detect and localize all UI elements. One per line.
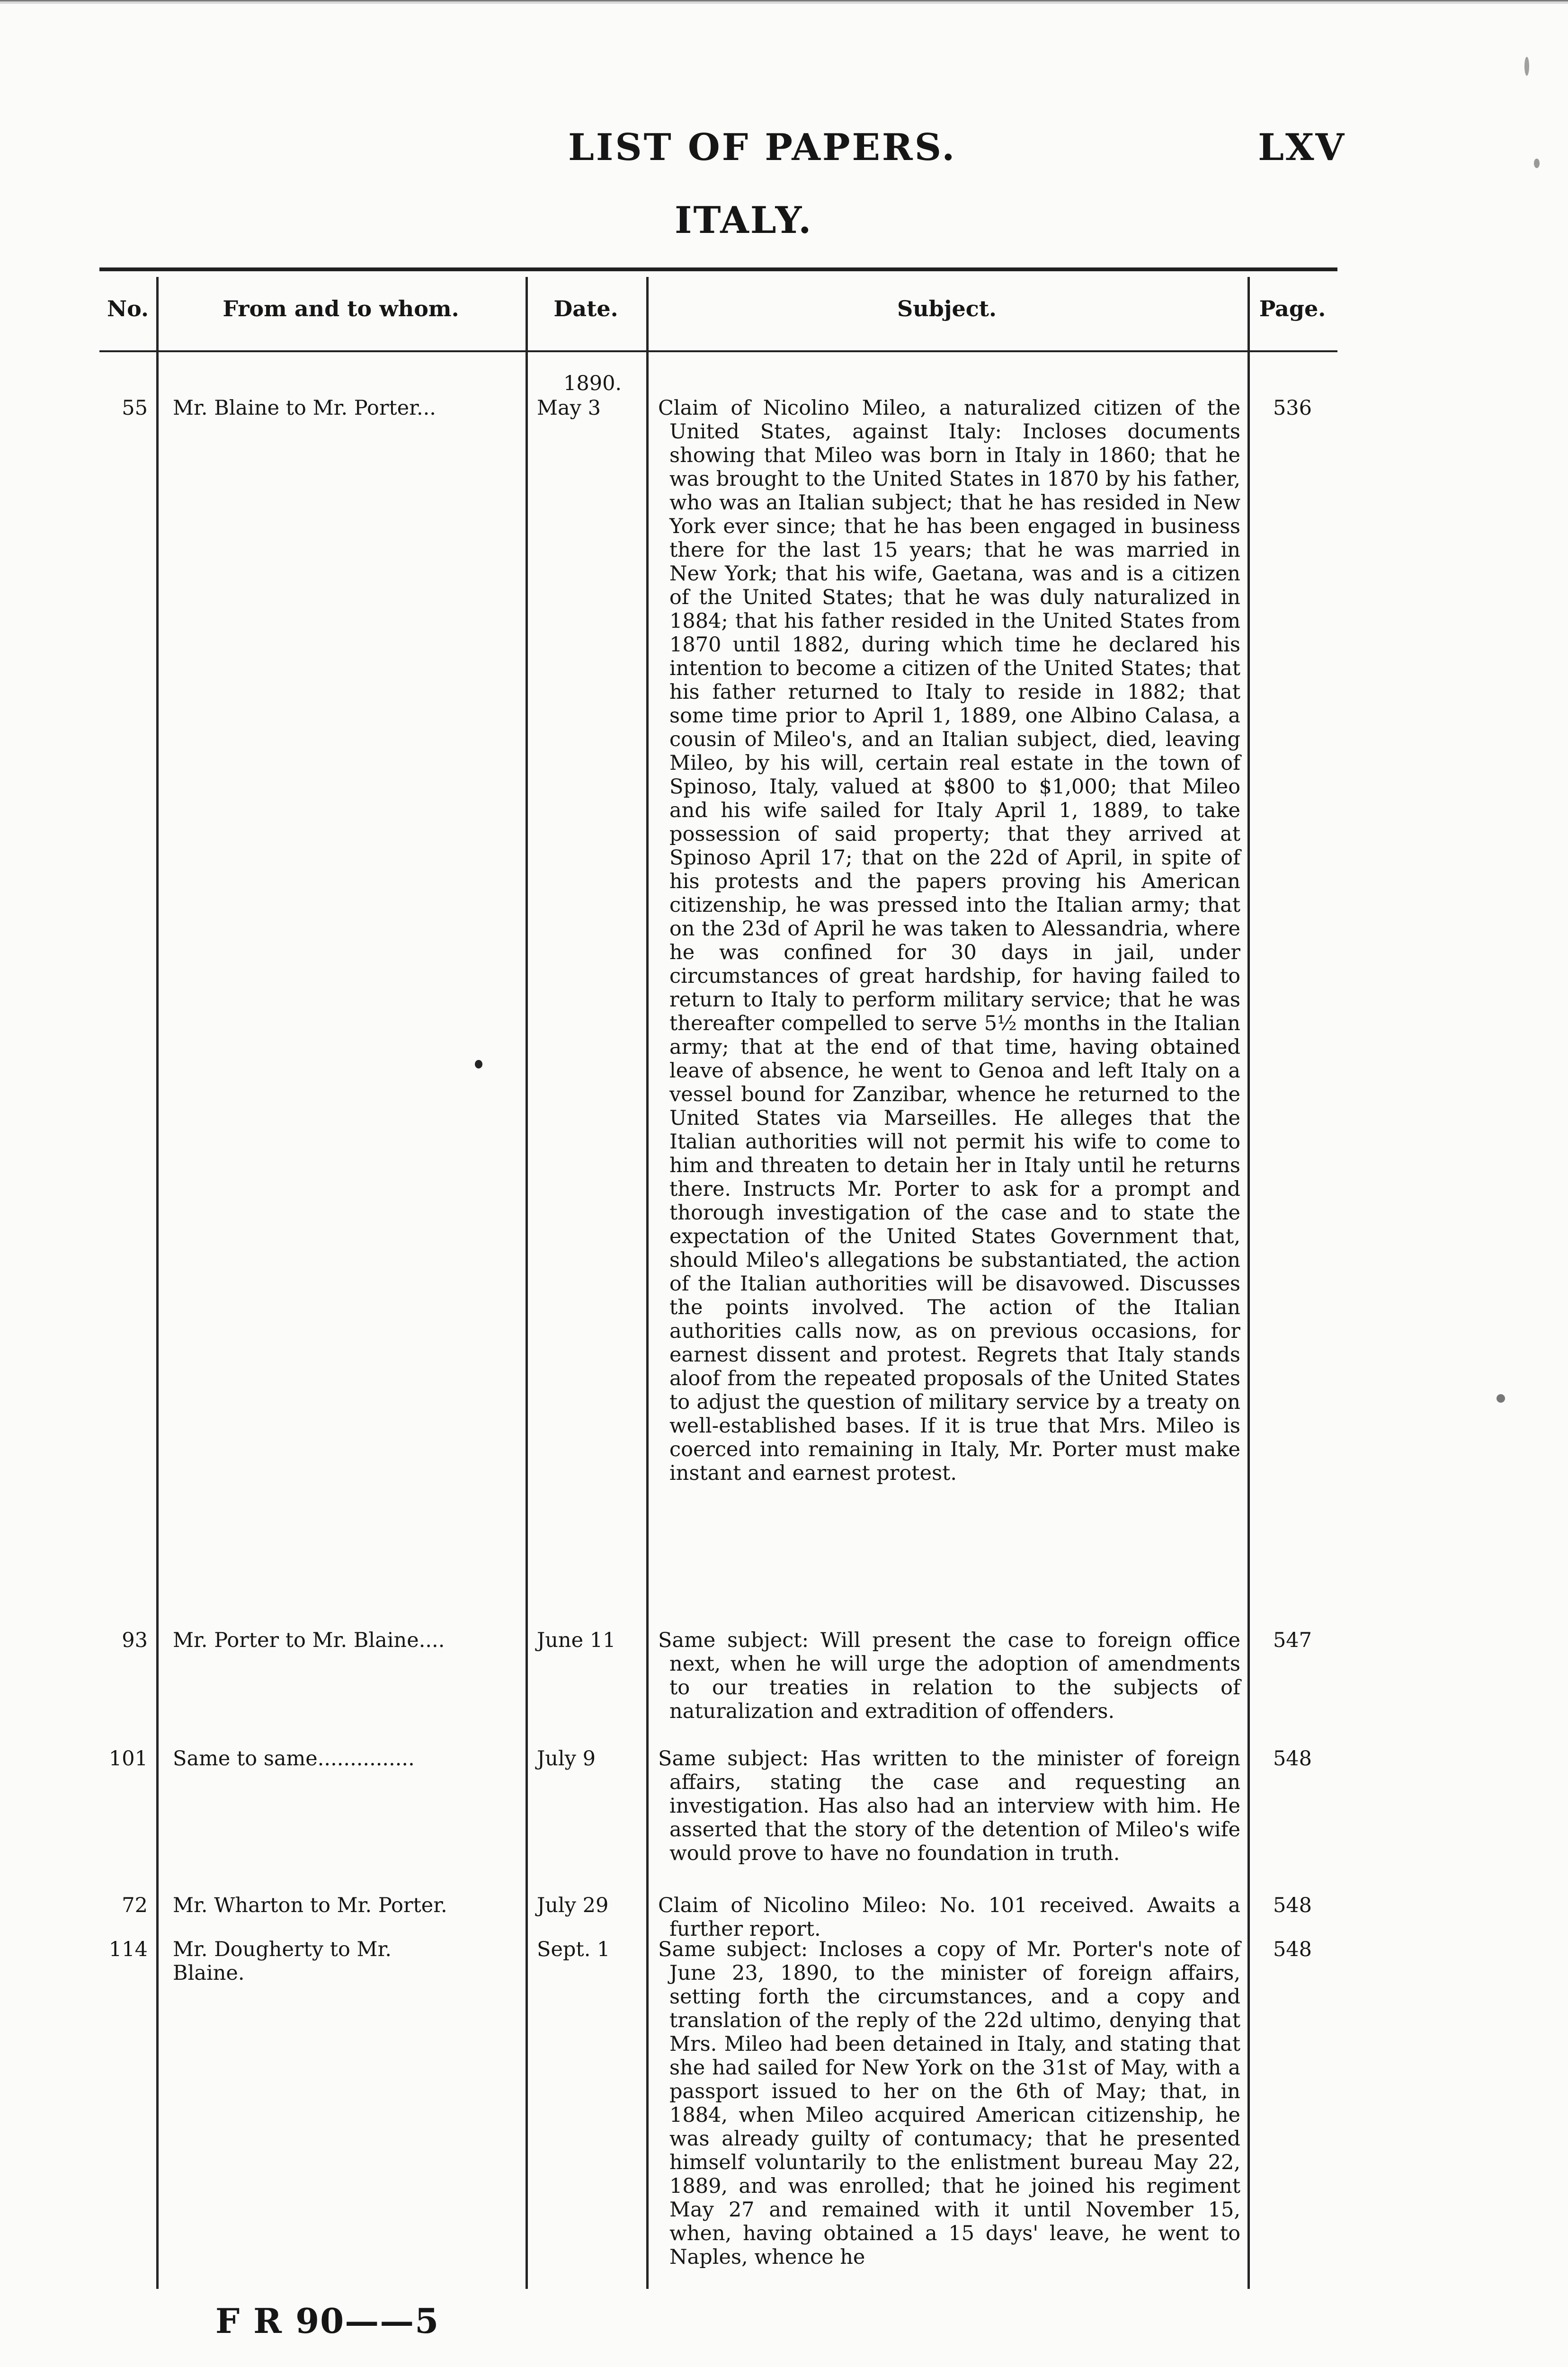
- row-date: June 11: [537, 1628, 616, 1652]
- column-header-from: From and to whom.: [223, 296, 459, 321]
- row-number: 101: [108, 1747, 148, 1771]
- column-divider-date: [646, 277, 649, 2289]
- row-date: Sept. 1: [537, 1938, 610, 1961]
- ink-speck: [475, 1060, 482, 1068]
- column-divider-subject: [1247, 277, 1250, 2289]
- row-page: 548: [1273, 1894, 1312, 1917]
- column-header-page: Page.: [1259, 296, 1326, 321]
- row-page: 548: [1273, 1938, 1312, 1961]
- column-divider-from: [526, 277, 528, 2289]
- row-subject: Claim of Nicolino Mileo, a naturalized citizen of the United States, against Italy: Incloses documents showing that Mileo was born in Italy in 1860; that he was brought to the United States in 1870 by his father, who was an Italian subject; that he has resided in New York ever since; that he has been engaged in business there for the last 15 years; that he was married in New York; that his wife, Gaetana, was and is a citizen of the United States; that he was duly naturalized in 1884; that his father resided in the United States from 1870 until 1882, during which time he declared his intention to become a citizen of the United States; that his father returned to Italy to reside in 1882; that some time prior to April 1, 1889, one Albino Calasa, a cousin of Mileo's, and an Italian subject, died, leaving Mileo, by his will, certain real estate in the town of Spinoso, Italy, valued at $800 to $1,000; that Mileo and his wife sailed for Italy April 1, 1889, to take possession of said property; that they arrived at Spinoso April 17; that on the 22d of April, in spite of his protests and the papers proving his American citizenship, he was pressed into the Italian army; that on the 23d of April he was taken to Alessandria, where he was confined for 30 days in jail, under circumstances of great hardship, for having failed to return to Italy to perform military service; that he was thereafter compelled to serve 5½ months in the Italian army; that at the end of that time, having obtained leave of absence, he went to Genoa and left Italy on a vessel bound for Zanzibar, whence he returned to the United States via Marseilles. He alleges that the Italian authorities will not permit his wife to come to him and threaten to detain her in Italy until he returns there. Instructs Mr. Porter to ask for a prompt and thorough investigation of the case and to state the expectation of the United States Government that, should Mileo's allegations be substantiated, the action of the Italian authorities will be disavowed. Discusses the points involved. The action of the Italian authorities calls now, as on previous occasions, for earnest dissent and protest. Regrets that Italy stands aloof from the repeated proposals of the United States to adjust the question of military service by a treaty on well-established bases. If it is true that Mrs. Mileo is coerced into remaining in Italy, Mr. Porter must make instant and earnest protest.: [658, 396, 1240, 1485]
- row-number: 93: [122, 1628, 148, 1652]
- row-number: 72: [122, 1894, 148, 1917]
- row-date: May 3: [537, 396, 601, 420]
- row-date: July 9: [537, 1747, 596, 1771]
- column-divider-no: [156, 277, 159, 2289]
- row-from: Mr. Porter to Mr. Blaine....: [173, 1628, 445, 1652]
- column-header-no: No.: [107, 296, 149, 321]
- column-header-subject: Subject.: [897, 296, 997, 321]
- table-header-rule: [99, 350, 1337, 352]
- row-subject: Same subject: Has written to the minister of foreign affairs, stating the case and requesting an investigation. Has also had an interview with him. He asserted that the story of the detention of Mileo's wife would prove to have no foundation in truth.: [658, 1747, 1240, 1865]
- row-page: 548: [1273, 1747, 1312, 1771]
- row-number: 114: [108, 1938, 148, 1961]
- row-from: Mr. Blaine to Mr. Porter...: [173, 396, 436, 420]
- page-number-roman: LXV: [1258, 126, 1345, 169]
- row-subject: Same subject: Will present the case to foreign office next, when he will urge the adoption of amendments to our treaties in relation to the subjects of naturalization and extradition of offenders.: [658, 1628, 1240, 1723]
- row-from: Mr. Dougherty to Mr. Blaine.: [173, 1938, 392, 1985]
- row-from: Same to same...............: [173, 1747, 415, 1771]
- row-date: July 29: [537, 1894, 609, 1917]
- ink-speck: [1534, 159, 1540, 168]
- table-top-rule: [99, 267, 1337, 271]
- ink-speck: [1497, 1394, 1505, 1403]
- column-header-date: Date.: [553, 296, 618, 321]
- row-page: 547: [1273, 1628, 1312, 1652]
- signature-mark: F R 90——5: [215, 2301, 440, 2341]
- row-page: 536: [1273, 396, 1312, 420]
- row-subject: Same subject: Incloses a copy of Mr. Porter's note of June 23, 1890, to the minister of foreign affairs, setting forth the circumstances, and a copy and translation of the reply of the 22d ultimo, denying that Mrs. Mileo had been detained in Italy, and stating that she had sailed for New York on the 31st of May, with a passport issued to her on the 6th of May; that, in 1884, when Mileo acquired American citizenship, he was already guilty of contumacy; that he presented himself voluntarily to the enlistment bureau May 22, 1889, and was enrolled; that he joined his regiment May 27 and remained with it until November 15, when, having obtained a 15 days' leave, he went to Naples, whence he: [658, 1938, 1240, 2269]
- row-from: Mr. Wharton to Mr. Porter.: [173, 1894, 447, 1917]
- year-label: 1890.: [563, 372, 622, 395]
- row-number: 55: [122, 396, 148, 420]
- row-subject: Claim of Nicolino Mileo: No. 101 received. Awaits a further report.: [658, 1894, 1240, 1941]
- top-edge-rule: [0, 0, 1568, 7]
- country-heading: ITALY.: [675, 199, 813, 242]
- papers-table: [99, 267, 1337, 2289]
- ink-speck: [1524, 57, 1529, 76]
- page-title: LIST OF PAPERS.: [568, 126, 957, 169]
